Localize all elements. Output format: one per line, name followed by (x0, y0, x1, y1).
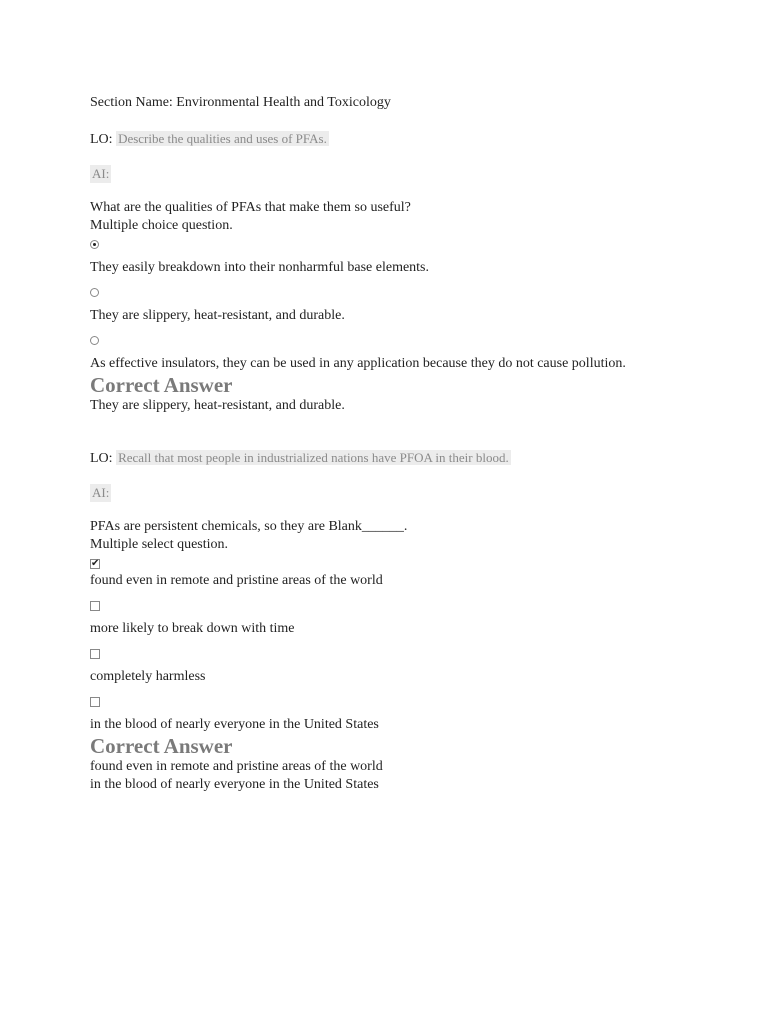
learning-objective (90, 449, 730, 468)
correct-answer-text: in the blood of nearly everyone in the United States (90, 777, 379, 792)
option-text: in the blood of nearly everyone in the United States (90, 717, 379, 732)
option-list (90, 235, 730, 373)
section-name: Section Name: Environmental Health and Toxicology (90, 95, 391, 110)
learning-objective (90, 130, 730, 149)
question-type: Multiple select question. (90, 537, 229, 552)
lo-prefix: LO: (90, 132, 113, 147)
question-prompt: PFAs are persistent chemicals, so they are Blank______. (90, 519, 408, 534)
radio-button[interactable] (90, 336, 99, 345)
correct-answer-heading: Correct Answer (90, 734, 233, 758)
question-block-2 (90, 449, 730, 794)
option-text: They easily breakdown into their nonharmful base elements. (90, 260, 430, 275)
document-page (90, 94, 730, 794)
correct-answer-text: found even in remote and pristine areas of the world (90, 759, 383, 774)
option-text: completely harmless (90, 669, 206, 684)
checkbox-checked[interactable]: ✔ (91, 558, 100, 569)
radio-button[interactable] (90, 288, 99, 297)
checkbox[interactable] (90, 601, 100, 611)
correct-answer-heading: Correct Answer (90, 373, 233, 397)
lo-text: Recall that most people in industrialized nations have PFOA in their blood. (118, 450, 509, 465)
question-prompt: What are the qualities of PFAs that make them so useful? (90, 200, 411, 215)
option-list (90, 554, 730, 734)
lo-text: Describe the qualities and uses of PFAs. (118, 131, 327, 146)
question-block-1 (90, 130, 730, 415)
question-type: Multiple choice question. (90, 218, 233, 233)
option-text: They are slippery, heat-resistant, and durable. (90, 308, 345, 323)
ai-tag: AI: (92, 485, 110, 500)
option-text: more likely to break down with time (90, 621, 295, 636)
option-text: As effective insulators, they can be used in any application because they do not cause pollution. (90, 356, 626, 371)
ai-tag: AI: (92, 166, 110, 181)
correct-answer-text: They are slippery, heat-resistant, and durable. (90, 398, 345, 413)
checkbox[interactable] (90, 697, 100, 707)
radio-button-selected[interactable] (90, 240, 99, 249)
option-text: found even in remote and pristine areas of the world (90, 573, 383, 588)
checkbox[interactable] (90, 649, 100, 659)
lo-prefix: LO: (90, 451, 113, 466)
